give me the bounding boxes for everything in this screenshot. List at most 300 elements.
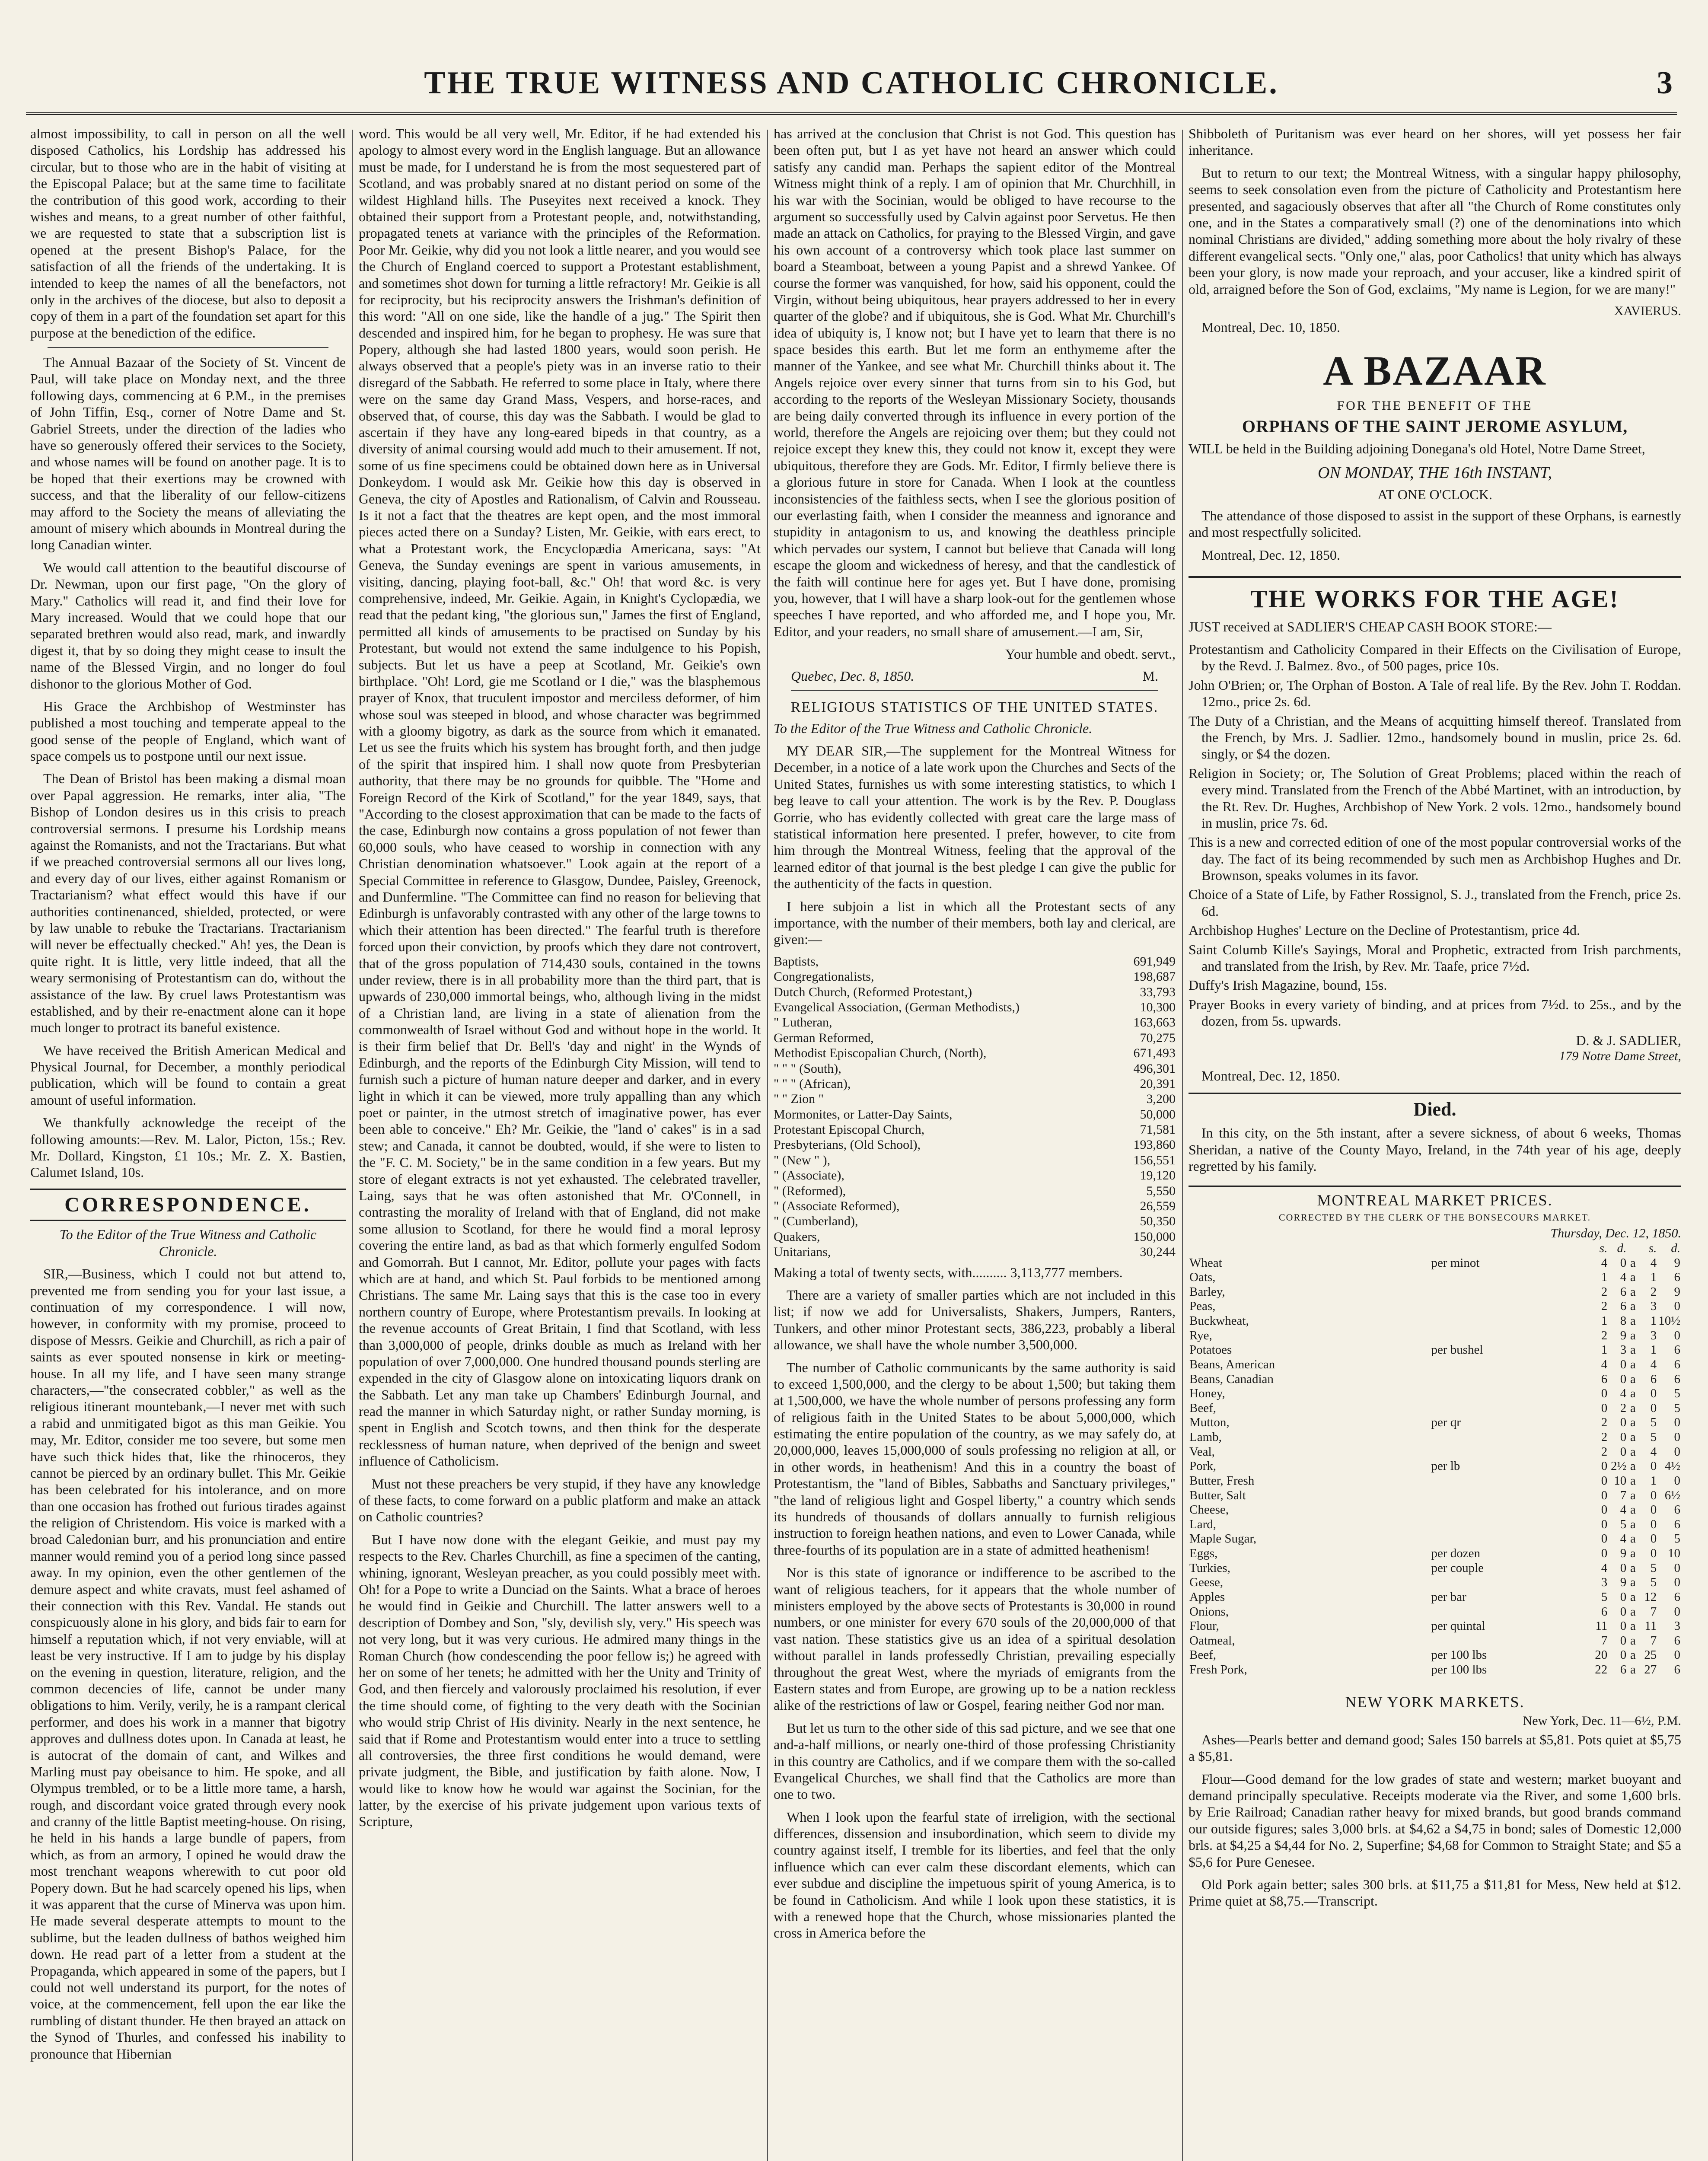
ny-market-title: NEW YORK MARKETS. bbox=[1345, 1693, 1525, 1711]
market-high-shillings: 0 bbox=[1650, 1401, 1657, 1415]
letter-address: To the Editor of the True Witness and Catholic Chronicle. bbox=[59, 1227, 317, 1259]
statistics-sect-name: Presbyterians, (Old School), bbox=[774, 1138, 921, 1152]
market-low-shillings: 2 bbox=[1601, 1328, 1608, 1342]
market-row bbox=[1189, 1445, 1681, 1460]
market-item: Oatmeal, bbox=[1189, 1633, 1235, 1648]
market-item: Beef, bbox=[1189, 1401, 1216, 1415]
market-low-shillings: 0 bbox=[1601, 1401, 1608, 1415]
market-separator: a bbox=[1630, 1444, 1636, 1459]
market-unit bbox=[1430, 1445, 1589, 1460]
market-separator: a bbox=[1630, 1343, 1636, 1357]
dateline: Montreal, Dec. 10, 1850. bbox=[1201, 319, 1340, 335]
market-unit: per 100 lbs bbox=[1431, 1648, 1487, 1662]
statistics-row bbox=[774, 1137, 1176, 1152]
masthead bbox=[26, 61, 1677, 115]
market-subtitle: CORRECTED BY THE CLERK OF THE BONSECOURS MARKET. bbox=[1278, 1211, 1591, 1223]
paragraph: has arrived at the conclusion that Christ is not God. This question has been often put, but I as yet have not heard an answer which could satisfy any candid man. Perhaps the sapient editor of the Montreal Witness might think of a reply. I am of opinion that Mr. Churchhill, in his war with the Socinian, would be obliged to have recourse to the argument so successfully used by Calvin against poor Servetus. He then made an attack on Catholics, for praying to the Blessed Virgin, and gave his own account of a controversy which took place last summer on board a Steamboat, between a young Papist and a shrewd Yankee. Of course the former was vanquished, for how, said his opponent, could the Virgin, without being ubiquitous, hear prayers addressed to her in every quarter of the globe? and if ubiquitous, she is God. What Mr. Churchill's idea of ubiquity is, I know not; but I have yet to learn that there is no space besides this earth. But let me form an enthymeme after the manner of the Yankee, and see what Mr. Churchill thinks about it. The Angels rejoice over every sinner that turns from sin to his God, but according to the reports of the Wesleyan Missionary Society, thousands are being daily converted through its influence in every portion of the world, therefore the Angels are rejoicing over them; but they could not rejoice except they knew this, they could not know it, except they were ubiquitous, therefore they are Gods. Mr. Editor, I firmly believe there is a glorious future in store for Canada. When I look at the countless inconsistencies of the faithless sects, when I see the glorious position of our everlasting faith, when I consider the meanness and ignorance and stupidity in antagonism to us, and knowing the deathless principle which pervades our system, I cannot but believe that Canada will long escape the gloom and wickedness of heresy, and that the candlestick of the faith will continue here for ages yet. But I have done, promising you, however, that I will have a sharp look-out for the gentlemen whose speeches I have reported, and who afforded me, and I hope you, Mr. Editor, and your readers, no small share of amusement.—I am, Sir, bbox=[774, 126, 1176, 639]
statistics-row bbox=[774, 1030, 1176, 1045]
market-low-shillings: 0 bbox=[1601, 1488, 1608, 1502]
market-unit: per bar bbox=[1431, 1590, 1466, 1604]
market-low-pence: 0 bbox=[1620, 1415, 1627, 1430]
works-list-item: Protestantism and Catholicity Compared in their Effects on the Civilisation of Europe, by the Revd. J. Balmez. 8vo., of 500 pages, price 10s. bbox=[1189, 641, 1681, 674]
market-high-pence: 6 bbox=[1674, 1270, 1680, 1284]
statistics-sect-name: Dutch Church, (Reformed Protestant,) bbox=[774, 985, 972, 999]
market-low-shillings: 3 bbox=[1601, 1575, 1608, 1590]
market-separator: a bbox=[1630, 1604, 1636, 1619]
letter-closing: Your humble and obedt. servt., bbox=[1005, 646, 1176, 662]
market-item: Veal, bbox=[1189, 1444, 1215, 1459]
market-high-pence: 6½ bbox=[1664, 1488, 1680, 1502]
market-item: Butter, Fresh bbox=[1189, 1473, 1255, 1488]
statistics-sect-count: 198,687 bbox=[1133, 969, 1176, 984]
statistics-sect-count: 50,000 bbox=[1140, 1107, 1176, 1122]
statistics-sect-name: " Lutheran, bbox=[774, 1015, 832, 1030]
market-low-pence: 0 bbox=[1620, 1619, 1627, 1633]
market-item: Fresh Pork, bbox=[1189, 1663, 1247, 1677]
paragraph: The attendance of those disposed to assist in the support of these Orphans, is earnestly and most respectfully solicited. bbox=[1189, 507, 1681, 540]
statistics-sect-name: " " " (South), bbox=[774, 1061, 841, 1076]
market-item: Maple Sugar, bbox=[1189, 1532, 1257, 1546]
paragraph: almost impossibility, to call in person on all the well disposed Catholics, his Lordship has addressed his circular, but to those who are in the habit of visiting at the Episcopal Palace; but at the same time to facilitate the contribution of this good work, according to their wishes and means, to a great number of other faithful, we are requested to state that a subscription list is opened at the present Bishop's Palace, for the satisfaction of all the friends of the undertaking. It is intended to keep the names of all the benefactors, not only in the archives of the diocese, but also to deposit a copy of them in a part of the foundation set apart for this purpose at the benediction of the edifice. bbox=[30, 126, 346, 341]
market-low-pence: 10 bbox=[1614, 1473, 1627, 1488]
market-low-shillings: 5 bbox=[1601, 1590, 1608, 1604]
market-high-pence: 6 bbox=[1674, 1372, 1680, 1386]
market-unit: per quintal bbox=[1431, 1619, 1485, 1633]
paragraph: His Grace the Archbishop of Westminster has published a most touching and temperate appeal to the good sense of the people of England, which want of space compels us to postpone until our next issue. bbox=[30, 698, 346, 764]
paragraph: The Annual Bazaar of the Society of St. Vincent de Paul, will take place on Monday next, and the three following days, commencing at 6 P.M., in the premises of John Tiffin, Esq., corner of Notre Dame and St. Gabriel Streets, under the direction of the ladies who have so generously offered their services to the Society, and whose names will be found on another page. It is to be hoped that their exertions may be crowned with success, and that the liberality of our fellow-citizens may afford to the Society the means of alleviating the amount of misery which abounds in Montreal during the long Canadian winter. bbox=[30, 354, 346, 553]
statistics-row bbox=[774, 1015, 1176, 1030]
market-unit bbox=[1430, 1503, 1589, 1517]
column-rule bbox=[352, 130, 353, 2161]
market-low-pence: 6 bbox=[1620, 1284, 1627, 1299]
bazaar-time: AT ONE O'CLOCK. bbox=[1377, 487, 1492, 503]
market-low-pence: 4 bbox=[1620, 1270, 1627, 1284]
market-low-shillings: 6 bbox=[1601, 1372, 1608, 1386]
statistics-row bbox=[774, 1122, 1176, 1137]
statistics-sect-count: 163,663 bbox=[1133, 1015, 1176, 1030]
market-unit bbox=[1430, 1270, 1589, 1285]
died-title: Died. bbox=[1189, 1093, 1681, 1121]
market-low-shillings: 0 bbox=[1601, 1546, 1608, 1561]
column-4 bbox=[1189, 125, 1681, 2161]
market-separator: a bbox=[1630, 1328, 1636, 1342]
market-row bbox=[1189, 1401, 1681, 1416]
page-number: 3 bbox=[1657, 65, 1673, 101]
market-low-shillings: 0 bbox=[1601, 1459, 1608, 1473]
works-list-item: Archbishop Hughes' Lecture on the Decline of Protestantism, price 4d. bbox=[1189, 922, 1580, 938]
market-high-pence: 0 bbox=[1674, 1328, 1680, 1342]
market-high-pence: 6 bbox=[1674, 1503, 1680, 1517]
market-separator: a bbox=[1630, 1401, 1636, 1415]
market-low-shillings: 0 bbox=[1601, 1532, 1608, 1546]
paragraph: There are a variety of smaller parties which are not included in this list; if now we add for Universalists, Shakers, Jumpers, Ranters, Tunkers, and other minor Protestant sects, 386,223, probably a liberal allowance, we shall have the whole number 3,500,000. bbox=[774, 1287, 1176, 1353]
section-heading-correspondence: CORRESPONDENCE. bbox=[30, 1189, 346, 1221]
market-separator: a bbox=[1630, 1459, 1636, 1473]
market-item: Buckwheat, bbox=[1189, 1314, 1249, 1328]
market-unit: per bushel bbox=[1431, 1343, 1483, 1357]
statistics-table bbox=[774, 954, 1176, 1260]
statistics-sect-count: 496,301 bbox=[1133, 1061, 1176, 1076]
market-row bbox=[1189, 1256, 1681, 1271]
statistics-row bbox=[774, 1061, 1176, 1076]
paragraph: The Dean of Bristol has been making a dismal moan over Papal aggression. He remarks, inter alia, "The Bishop of London desires us in this crisis to preach controversial sermons. I presume his Lordship means against the Romanists, and not the Tractarians. But what if we preached controversial sermons all our lives long, and every day of our lives, either against Romanism or Tractarianism? what effect would this have if our authorities continenanced, shielded, protected, or were by law unable to rebuke the Tractarians. Tractarianism will never be effectually checked." Ah! yes, the Dean is quite right. It is little, very little indeed, that all the weary sermonising of Protestantism can do, without the assistance of the law. By cruel laws Protestantism was established, and by their re-enactment alone can it hope much longer to protract its baneful existence. bbox=[30, 771, 346, 1036]
statistics-sect-name: Congregationalists, bbox=[774, 969, 874, 984]
paragraph: But to return to our text; the Montreal Witness, with a singular happy philosophy, seems to seek consolation even from the picture of Catholicity and Protestantism here presented, and sagaciously observes that after all "the Church of Rome constitutes only one, and in the States a comparatively small (?) one of the denominations into which nominal Christians are divided," adding something more about the holy rivalry of these different evangelical sects. "Only one," alas, poor Catholics! that unity which has always been your glory, is now made your reproach, and your accuser, like a kindred spirit of old, arraigned before the Son of God, exclaims, "My name is Legion, for we are many!" bbox=[1189, 165, 1681, 297]
market-separator: a bbox=[1630, 1575, 1636, 1590]
market-low-shillings: 2 bbox=[1601, 1284, 1608, 1299]
market-item: Lamb, bbox=[1189, 1430, 1222, 1444]
market-low-pence: 4 bbox=[1620, 1386, 1627, 1401]
market-row bbox=[1189, 1517, 1681, 1532]
dateline: Montreal, Dec. 12, 1850. bbox=[1201, 547, 1340, 563]
market-low-shillings: 1 bbox=[1601, 1270, 1608, 1284]
market-high-shillings: 0 bbox=[1650, 1503, 1657, 1517]
statistics-sect-name: " (Associate Reformed), bbox=[774, 1199, 900, 1214]
market-item: Beans, American bbox=[1189, 1357, 1275, 1371]
market-high-pence: 0 bbox=[1674, 1444, 1680, 1459]
market-item: Peas, bbox=[1189, 1299, 1216, 1313]
statistics-row bbox=[774, 1214, 1176, 1229]
market-low-pence: 9 bbox=[1620, 1546, 1627, 1561]
market-unit bbox=[1430, 1386, 1589, 1401]
market-low-shillings: 2 bbox=[1601, 1299, 1608, 1313]
paragraph: Old Pork again better; sales 300 brls. at $11,75 a $11,81 for Mess, New held at $12. Prime quiet at $8,75.—Transcript. bbox=[1189, 1877, 1681, 1909]
market-separator: a bbox=[1630, 1357, 1636, 1371]
dateline: Montreal, Dec. 12, 1850. bbox=[1201, 1068, 1340, 1084]
works-address: 179 Notre Dame Street, bbox=[1559, 1049, 1681, 1063]
paragraph: I here subjoin a list in which all the Protestant sects of any importance, with the number of their members, both lay and clerical, are given:— bbox=[774, 898, 1176, 947]
market-low-pence: 2½ bbox=[1611, 1459, 1627, 1473]
statistics-row bbox=[774, 1153, 1176, 1168]
statistics-sect-name: Methodist Episcopalian Church, (North), bbox=[774, 1046, 987, 1061]
market-item: Turkies, bbox=[1189, 1561, 1230, 1575]
market-item: Flour, bbox=[1189, 1619, 1219, 1633]
statistics-sect-name: " " " (African), bbox=[774, 1076, 851, 1091]
statistics-sect-name: Evangelical Association, (German Methodists,) bbox=[774, 1000, 1020, 1014]
market-unit bbox=[1430, 1430, 1589, 1445]
market-low-pence: 0 bbox=[1620, 1633, 1627, 1648]
market-unit bbox=[1430, 1372, 1589, 1387]
market-row bbox=[1189, 1488, 1681, 1503]
works-list-item: The Duty of a Christian, and the Means of acquitting himself thereof. Translated from the French, by Mrs. J. Sadlier. 12mo., handsomely bound in muslin, price 2s. 6d. singly, or $4 the dozen. bbox=[1189, 713, 1681, 762]
market-low-pence: 6 bbox=[1620, 1663, 1627, 1677]
column-1 bbox=[30, 125, 346, 2161]
bazaar-orphans-line: ORPHANS OF THE SAINT JEROME ASYLUM, bbox=[1242, 417, 1628, 437]
market-high-shillings: 2 bbox=[1650, 1284, 1657, 1299]
statistics-sect-count: 691,949 bbox=[1133, 954, 1176, 969]
market-row bbox=[1189, 1663, 1681, 1677]
market-item: Mutton, bbox=[1189, 1415, 1230, 1430]
statistics-sect-name: " (Associate), bbox=[774, 1168, 844, 1183]
statistics-row bbox=[774, 1244, 1176, 1259]
paragraph: word. This would be all very well, Mr. Editor, if he had extended his apology to almost every word in the English language. But an allowance must be made, for I understand he is from the most sequestered part of Scotland, and was probably snared at no distant period on some of the wildest Highland hills. The Puseyites next received a knock. They obtained their support from a Protestant people, and, notwithstanding, propagated tenets at variance with the principles of the Reformation. Poor Mr. Geikie, why did you not look a little nearer, and you would see the Church of England coerced to support a Protestant establishment, and sometimes shot down for turning a little refractory! Mr. Geikie is all for reciprocity, but his reciprocity answers the Irishman's definition of this word: "All on one side, like the handle of a jug." The Spirit then descended and inspired him, for he began to prophesy. He was sure that Popery, although she had lasted 1800 years, would soon perish. He always observed that a people's piety was in an inverse ratio to their disregard of the Sabbath. He referred to some place in Italy, where there were on the same day Grand Mass, Vespers, and horse-races, and observed that, of course, this day was the Sabbath. I would be glad to ascertain if they have any long-eared bipeds in that country, as a diversity of animal coursing would add much to their amusement. If not, some of us fine specimens could be obtained down here as in Universal Donkeydom. I would ask Mr. Geikie how this day is observed in Geneva, the city of Apostles and Rationalism, of Calvin and Rousseau. Is it not a fact that the theatres are kept open, and the most immoral pieces acted there on a Sunday? Listen, Mr. Geikie, with ears erect, to what a Protestant work, the Encyclopædia Americana, says: "At Geneva, the Sunday evenings are spent in various amusements, in visiting, dancing, playing foot-ball, &c." Oh! that word &c. is very comprehensive, indeed, Mr. Geikie. Again, in Knight's Cyclopædia, we read that the pedant king, "the glorious sun," James the first of England, permitted all kinds of amusements to be practised on Sunday by his Protestant, but would not extend the same indulgence to his Popish, subjects. But let us have a peep at Scotland, Mr. Geikie's own birthplace. "Oh! Lord, gie me Scotland or I die," was the blasphemous prayer of Knox, that truculent impostor and merciless deformer, of him whose soul was steeped in blood, and whose character was begrimmed with a gloomy bigotry, as dark as the source from which it emanated. Let us see the fruits which his system has brought forth, and then judge of the spirit that inspired him. I shall now quote from Presbyterian authority, that there may be no grounds for quibble. The "Home and Foreign Record of the Kirk of Scotland," for the year 1849, says, that "According to the closest approximation that can be made to the facts of the case, Edinburgh now contains a gross population of not fewer than 60,000 souls, who have ceased to worship in connection with any Christian denomination whatsoever." Look again at the report of a Special Committee in reference to Glasgow, Dundee, Paisley, Greenock, and Dunfermline. "The Committee can find no reason for believing that Edinburgh is unfavorably contrasted with any other of the large towns to which their attention has been directed." The fearful truth is therefore forced upon their conviction, by proofs which they dare not controvert, that of the gross population of 714,430 souls, contained in the towns under review, there is in all probability more than the third part, that is upwards of 230,000 immortal beings, who, although living in the midst of a Christian land, are living in a state of alienation from the commonwealth of Israel without God and without hope in the world. It is their firm belief that Dr. Bell's 'day and night' in the Wynds of Edinburgh, and the reports of the Edinburgh City Mission, will tend to furnish such a picture of human nature deeper and darker, and in every light in which it can be viewed, more truly appalling than any which poet or painter, in the utmost stretch of imaginative power, has ever been able to conceive." Eh? Mr. Geikie, the "land o' cakes" is in a sad stew; and Canada, it cannot be doubted, would, if she were to listen to the "F. C. M. Society," be in the same condition in a few years. But my store of elegant extracts is not yet exhausted. The celebrated traveller, Laing, says that he was often astonished that Mr. O'Connell, in contrasting the morality of Ireland with that of England, did not make some allusion to Scotland, for there he would find a moral leprosy covering the entire land, as bad as that which formerly engulfed Sodom and Gomorrah. But I cannot, Mr. Editor, pollute your pages with facts which are at hand, and which St. Paul forbids to be mentioned among Christians. The same Mr. Laing says that this is the case too in every northern country of Europe, where Protestantism prevails. In looking at the revenue accounts of Great Britain, I find that Scotland, with less than 3,000,000 of people, drinks double as much as Ireland with her population of over 7,000,000. One hundred thousand pounds sterling are expended in the city of Glasgow alone on intoxicating liquors drank on the Sabbath. Let any man take up Chambers' Edinburgh Journal, and read the manner in which Saturday night, or rather Sunday morning, is spent in English and Scotch towns, and then think for the desperate recklessness of human nature, when deprived of the benign and sweet influence of Catholicism. bbox=[359, 126, 761, 1469]
market-low-shillings: 2 bbox=[1601, 1430, 1608, 1444]
statistics-sect-count: 71,581 bbox=[1140, 1122, 1176, 1137]
market-high-pence: 0 bbox=[1674, 1415, 1680, 1430]
market-high-pence: 3 bbox=[1674, 1619, 1680, 1633]
market-low-shillings: 20 bbox=[1595, 1648, 1608, 1662]
statistics-sect-count: 5,550 bbox=[1146, 1183, 1176, 1198]
market-low-shillings: 1 bbox=[1601, 1343, 1608, 1357]
market-low-pence: 4 bbox=[1620, 1503, 1627, 1517]
market-row bbox=[1189, 1561, 1681, 1576]
market-row bbox=[1189, 1503, 1681, 1517]
market-low-shillings: 4 bbox=[1601, 1561, 1608, 1575]
statistics-sect-count: 10,300 bbox=[1140, 1000, 1176, 1014]
market-unit: per minot bbox=[1431, 1256, 1480, 1270]
market-item: Eggs, bbox=[1189, 1546, 1218, 1561]
market-unit: per lb bbox=[1431, 1459, 1460, 1473]
works-list bbox=[1189, 641, 1681, 1030]
bazaar-title: A BAZAAR bbox=[1323, 347, 1547, 394]
market-row bbox=[1189, 1358, 1681, 1372]
market-header-row bbox=[1189, 1241, 1681, 1256]
works-list-item: Duffy's Irish Magazine, bound, 15s. bbox=[1189, 977, 1387, 993]
market-high-pence: 5 bbox=[1674, 1386, 1680, 1401]
market-high-shillings: 0 bbox=[1650, 1546, 1657, 1561]
market-row bbox=[1189, 1314, 1681, 1329]
market-unit: per 100 lbs bbox=[1431, 1663, 1487, 1677]
market-row bbox=[1189, 1372, 1681, 1387]
market-high-shillings: 0 bbox=[1650, 1459, 1657, 1473]
market-table bbox=[1189, 1241, 1681, 1677]
market-item: Potatoes bbox=[1189, 1343, 1232, 1357]
statistics-sect-name: " (New " ), bbox=[774, 1153, 831, 1167]
market-high-pence: 0 bbox=[1674, 1473, 1680, 1488]
divider bbox=[48, 347, 328, 348]
market-col-header: d. bbox=[1617, 1241, 1627, 1255]
market-low-pence: 0 bbox=[1620, 1561, 1627, 1575]
statistics-row bbox=[774, 1000, 1176, 1015]
market-high-shillings: 0 bbox=[1650, 1517, 1657, 1531]
market-high-shillings: 0 bbox=[1650, 1488, 1657, 1502]
divider bbox=[791, 690, 1158, 691]
market-low-pence: 0 bbox=[1620, 1604, 1627, 1619]
market-low-pence: 6 bbox=[1620, 1299, 1627, 1313]
market-unit: per qr bbox=[1431, 1415, 1461, 1430]
statistics-row bbox=[774, 1045, 1176, 1061]
market-row bbox=[1189, 1532, 1681, 1546]
statistics-row bbox=[774, 954, 1176, 969]
letter-signer: M. bbox=[1142, 668, 1158, 684]
market-col-header: s. bbox=[1599, 1241, 1608, 1255]
market-low-pence: 3 bbox=[1620, 1343, 1627, 1357]
market-high-shillings: 4 bbox=[1650, 1444, 1657, 1459]
paragraph: SIR,—Business, which I could not but attend to, prevented me from sending you for your last issue, a continuation of my correspondence. I will now, however, in conformity with my promise, proceed to dispose of Messrs. Geikie and Churchill, as rich a pair of saints as ever spouted nonsense in kirk or meeting-house. In all my life, and I have seen many strange characters,—"the consecrated cobbler," as well as the religious itinerant mountebank,—I never met with such a rabid and unmitigated bigot as this man Geikie. You may, Mr. Editor, consider me too severe, but some men have such thick hides that, like the rhinoceros, they cannot be pierced by an ordinary bullet. This Mr. Geikie has been celebrated for his intolerance, and on more than one occasion has frothed out furious tirades against the religion of Christendom. His voice is marked with a broad Caledonian burr, and his pronunciation and entire manner would remind you of a period long since passed away. In my opinion, even the other gentlemen of the demure aspect and white cravats, must feel ashamed of their connection with this Rev. Vandal. He stands out conspicuously alone in his glory, and bids fair to earn for himself a reputation which, if not very enviable, will at least be very instructive. If I am to judge by his display on the evening in question, literature, religion, and the common decencies of life, cannot be under many obligations to him. Verily, verily, he is a rampant clerical performer, and does his work in a manner that bigotry approves and dullness dotes upon. In Canada at least, he is autocrat of the domain of cant, and Wilkes and Marling must pay obeisance to him. He spoke, and all Olympus trembled, or to be a little more tame, a harsh, rough, and discordant voice grated through every nook and cranny of the little Baptist meeting-house. On rising, he held in his hands a large bundle of papers, from which, as from an armory, I opined he would draw the most trenchant weapons wherewith to cut poor old Popery down. But he had scarcely opened his lips, when it was apparent that the curse of Minerva was upon him. He made several desperate attempts to mount to the sublime, but the leaden dullness of bathos weighed him down. He read part of a letter from a student at the Propaganda, which appeared in some of the papers, but I could not well understand its purport, for the notes of voice, at the commencement, fell upon the ear like the rumbling of distant thunder. He then brayed an attack on the Synod of Thurles, and confessed his inability to pronounce that Hibernian bbox=[30, 1266, 346, 2062]
statistics-total: Making a total of twenty sects, with.......... 3,113,777 members. bbox=[774, 1264, 1123, 1280]
paragraph: But let us turn to the other side of this sad picture, and we see that one and-a-half millions, or nearly one-third of those professing Christianity in this country are Catholics, and if we compare them with the so-called Evangelical Churches, we shall find that the Catholics are more than one to two. bbox=[774, 1720, 1176, 1802]
statistics-row bbox=[774, 1076, 1176, 1091]
market-date: Thursday, Dec. 12, 1850. bbox=[1550, 1226, 1681, 1240]
works-list-item: Religion in Society; or, The Solution of Great Problems; placed within the reach of every mind. Translated from the French of the Abbé Martinet, with an introduction, by the Rt. Rev. Dr. Hughes, Archbishop of New York. 2 vols. 12mo., handsomely bound in muslin, price 7s. 6d. bbox=[1189, 765, 1681, 831]
market-low-pence: 0 bbox=[1620, 1648, 1627, 1662]
statistics-sect-name: " (Cumberland), bbox=[774, 1214, 858, 1229]
market-row bbox=[1189, 1648, 1681, 1663]
market-low-pence: 0 bbox=[1620, 1372, 1627, 1386]
market-item: Wheat bbox=[1189, 1256, 1222, 1270]
market-high-shillings: 25 bbox=[1644, 1648, 1657, 1662]
market-row bbox=[1189, 1474, 1681, 1488]
works-intro: JUST received at SADLIER'S CHEAP CASH BOOK STORE:— bbox=[1189, 618, 1552, 634]
market-high-shillings: 1 bbox=[1650, 1314, 1657, 1328]
statistics-sect-count: 33,793 bbox=[1140, 985, 1176, 999]
market-high-shillings: 5 bbox=[1650, 1415, 1657, 1430]
market-unit bbox=[1430, 1474, 1589, 1488]
market-high-pence: 0 bbox=[1674, 1299, 1680, 1313]
market-separator: a bbox=[1630, 1532, 1636, 1546]
statistics-sect-name: Quakers, bbox=[774, 1229, 820, 1244]
statistics-sect-count: 156,551 bbox=[1133, 1153, 1176, 1167]
column-2 bbox=[359, 125, 761, 2161]
statistics-sect-count: 19,120 bbox=[1140, 1168, 1176, 1183]
market-high-shillings: 4 bbox=[1650, 1357, 1657, 1371]
statistics-sect-count: 20,391 bbox=[1140, 1076, 1176, 1091]
paragraph: Flour—Good demand for the low grades of state and western; market buoyant and demand principally speculative. Receipts moderate via the River, and some 1,600 brls. by Erie Railroad; Canadian rather heavy for mixed brands, but good brands command our outside figures; sales 3,000 brls. at $4,62 a $4,75 in bond; sales of Domestic 12,000 brls. at $4,25 a $4,44 for No. 2, Superfine; $4,68 for Common to Straight State; and $5 a $5,6 for Pure Genesee. bbox=[1189, 1771, 1681, 1870]
market-item: Honey, bbox=[1189, 1386, 1225, 1401]
market-high-shillings: 1 bbox=[1650, 1343, 1657, 1357]
statistics-sect-count: 193,860 bbox=[1133, 1138, 1176, 1152]
newspaper-title: THE TRUE WITNESS AND CATHOLIC CHRONICLE. bbox=[424, 65, 1279, 101]
market-unit bbox=[1430, 1488, 1589, 1503]
market-high-shillings: 7 bbox=[1650, 1633, 1657, 1648]
statistics-sect-name: Mormonites, or Latter-Day Saints, bbox=[774, 1107, 953, 1122]
market-low-shillings: 0 bbox=[1601, 1386, 1608, 1401]
market-row bbox=[1189, 1299, 1681, 1314]
market-high-pence: 10½ bbox=[1658, 1314, 1680, 1328]
market-high-shillings: 3 bbox=[1650, 1328, 1657, 1342]
market-item: Beef, bbox=[1189, 1648, 1216, 1662]
statistics-sect-name: Baptists, bbox=[774, 954, 819, 969]
market-row bbox=[1189, 1430, 1681, 1445]
letter-signoff bbox=[791, 668, 1158, 684]
section-heading-religious-statistics: RELIGIOUS STATISTICS OF THE UNITED STATES. bbox=[790, 699, 1159, 715]
works-list-item: Saint Columb Kille's Sayings, Moral and Prophetic, extracted from Irish parchments, and translated from the Irish, by Rev. Mr. Taafe, price 7½d. bbox=[1189, 941, 1681, 974]
market-high-pence: 6 bbox=[1674, 1343, 1680, 1357]
statistics-sect-count: 26,559 bbox=[1140, 1199, 1176, 1214]
market-row bbox=[1189, 1546, 1681, 1561]
market-low-pence: 2 bbox=[1620, 1401, 1627, 1415]
market-high-shillings: 27 bbox=[1644, 1663, 1657, 1677]
letter-place-date: Quebec, Dec. 8, 1850. bbox=[791, 668, 915, 684]
market-separator: a bbox=[1630, 1270, 1636, 1284]
statistics-sect-count: 150,000 bbox=[1133, 1229, 1176, 1244]
market-high-pence: 0 bbox=[1674, 1561, 1680, 1575]
market-separator: a bbox=[1630, 1473, 1636, 1488]
bazaar-benefit-line: FOR THE BENEFIT OF THE bbox=[1337, 398, 1533, 413]
statistics-sect-count: 30,244 bbox=[1140, 1245, 1176, 1259]
market-unit bbox=[1430, 1314, 1589, 1329]
market-low-shillings: 1 bbox=[1601, 1314, 1608, 1328]
market-title: MONTREAL MARKET PRICES. bbox=[1189, 1186, 1681, 1210]
statistics-row bbox=[774, 1183, 1176, 1198]
paragraph: We thankfully acknowledge the receipt of the following amounts:—Rev. M. Lalor, Picton, 15s.; Rev. Mr. Dollard, Kingston, £1 10s.; Mr. Z. X. Bastien, Calumet Island, 10s. bbox=[30, 1115, 346, 1180]
market-high-shillings: 4 bbox=[1650, 1256, 1657, 1270]
column-rule bbox=[1182, 130, 1183, 2161]
market-separator: a bbox=[1630, 1546, 1636, 1561]
market-high-pence: 6 bbox=[1674, 1590, 1680, 1604]
market-low-pence: 9 bbox=[1620, 1328, 1627, 1342]
market-high-shillings: 0 bbox=[1650, 1532, 1657, 1546]
market-item: Geese, bbox=[1189, 1575, 1224, 1590]
market-row bbox=[1189, 1634, 1681, 1648]
market-separator: a bbox=[1630, 1488, 1636, 1502]
market-low-shillings: 6 bbox=[1601, 1604, 1608, 1619]
market-low-shillings: 4 bbox=[1601, 1357, 1608, 1371]
market-low-shillings: 11 bbox=[1595, 1619, 1608, 1633]
market-low-pence: 0 bbox=[1620, 1430, 1627, 1444]
statistics-row bbox=[774, 969, 1176, 984]
market-high-shillings: 5 bbox=[1650, 1575, 1657, 1590]
market-separator: a bbox=[1630, 1415, 1636, 1430]
works-title: THE WORKS FOR THE AGE! bbox=[1189, 576, 1681, 614]
market-high-pence: 0 bbox=[1674, 1648, 1680, 1662]
column-3 bbox=[774, 125, 1176, 2161]
market-low-pence: 0 bbox=[1620, 1590, 1627, 1604]
market-high-pence: 0 bbox=[1674, 1575, 1680, 1590]
market-unit bbox=[1430, 1517, 1589, 1532]
market-low-pence: 0 bbox=[1620, 1357, 1627, 1371]
market-item: Butter, Salt bbox=[1189, 1488, 1246, 1502]
market-high-pence: 4½ bbox=[1664, 1459, 1680, 1473]
market-high-pence: 9 bbox=[1674, 1284, 1680, 1299]
market-low-shillings: 2 bbox=[1601, 1444, 1608, 1459]
market-separator: a bbox=[1630, 1503, 1636, 1517]
market-separator: a bbox=[1630, 1430, 1636, 1444]
statistics-sect-count: 50,350 bbox=[1140, 1214, 1176, 1229]
market-separator: a bbox=[1630, 1314, 1636, 1328]
market-row bbox=[1189, 1619, 1681, 1634]
market-separator: a bbox=[1630, 1299, 1636, 1313]
market-low-shillings: 0 bbox=[1601, 1473, 1608, 1488]
market-high-shillings: 7 bbox=[1650, 1604, 1657, 1619]
market-col-header: d. bbox=[1671, 1241, 1680, 1255]
works-list-item: Prayer Books in every variety of binding, and at prices from 7½d. to 25s., and by the dozen, from 5s. upwards. bbox=[1189, 996, 1681, 1029]
market-row bbox=[1189, 1459, 1681, 1474]
statistics-sect-count: 70,275 bbox=[1140, 1030, 1176, 1045]
market-separator: a bbox=[1630, 1256, 1636, 1270]
market-high-pence: 9 bbox=[1674, 1256, 1680, 1270]
market-row bbox=[1189, 1343, 1681, 1358]
article-signer: XAVIERUS. bbox=[1614, 303, 1681, 318]
market-high-pence: 0 bbox=[1674, 1604, 1680, 1619]
market-low-pence: 7 bbox=[1620, 1488, 1627, 1502]
market-low-shillings: 0 bbox=[1601, 1503, 1608, 1517]
bazaar-location: WILL be held in the Building adjoining Donegana's old Hotel, Notre Dame Street, bbox=[1189, 441, 1645, 457]
market-low-pence: 4 bbox=[1620, 1532, 1627, 1546]
market-low-pence: 8 bbox=[1620, 1314, 1627, 1328]
market-separator: a bbox=[1630, 1517, 1636, 1531]
market-high-shillings: 0 bbox=[1650, 1386, 1657, 1401]
statistics-row bbox=[774, 1091, 1176, 1106]
market-high-pence: 6 bbox=[1674, 1517, 1680, 1531]
market-low-shillings: 7 bbox=[1601, 1633, 1608, 1648]
works-list-item: Choice of a State of Life, by Father Rossignol, S. J., translated from the French, price 2s. 6d. bbox=[1189, 886, 1681, 919]
market-high-pence: 5 bbox=[1674, 1532, 1680, 1546]
paragraph: The number of Catholic communicants by the same authority is said to exceed 1,500,000, and the clergy to be about 1,500; but taking them at 1,500,000, we have the whole number of persons professing any form of religious faith in the United States to be about 5,000,000, which estimating the entire population of the country, as we may safely do, at 20,000,000, leaves 15,000,000 of souls professing no religion at all, or in other words, in heathenism! And this in a country the boast of Protestantism, the "land of Bibles, Sabbaths and Sanctuary privileges," "the land of religious light and Gospel liberty," a country which sends its hundreds of thousands of dollars annually to furnish religious instruction to foreign heathen nations, and even to Lower Canada, while three-fourths of its population are in a state of admitted heathenism! bbox=[774, 1359, 1176, 1558]
market-separator: a bbox=[1630, 1284, 1636, 1299]
market-col-header: s. bbox=[1648, 1241, 1657, 1255]
market-item: Beans, Canadian bbox=[1189, 1372, 1274, 1386]
market-unit: per couple bbox=[1431, 1561, 1484, 1575]
statistics-row bbox=[774, 1229, 1176, 1244]
statistics-sect-name: Protestant Episcopal Church, bbox=[774, 1122, 925, 1137]
market-item: Onions, bbox=[1189, 1604, 1229, 1619]
market-separator: a bbox=[1630, 1648, 1636, 1662]
bazaar-date: ON MONDAY, THE 16th INSTANT, bbox=[1318, 463, 1552, 482]
market-unit: per dozen bbox=[1431, 1546, 1480, 1561]
market-low-shillings: 22 bbox=[1595, 1663, 1608, 1677]
statistics-sect-name: " (Reformed), bbox=[774, 1183, 846, 1198]
